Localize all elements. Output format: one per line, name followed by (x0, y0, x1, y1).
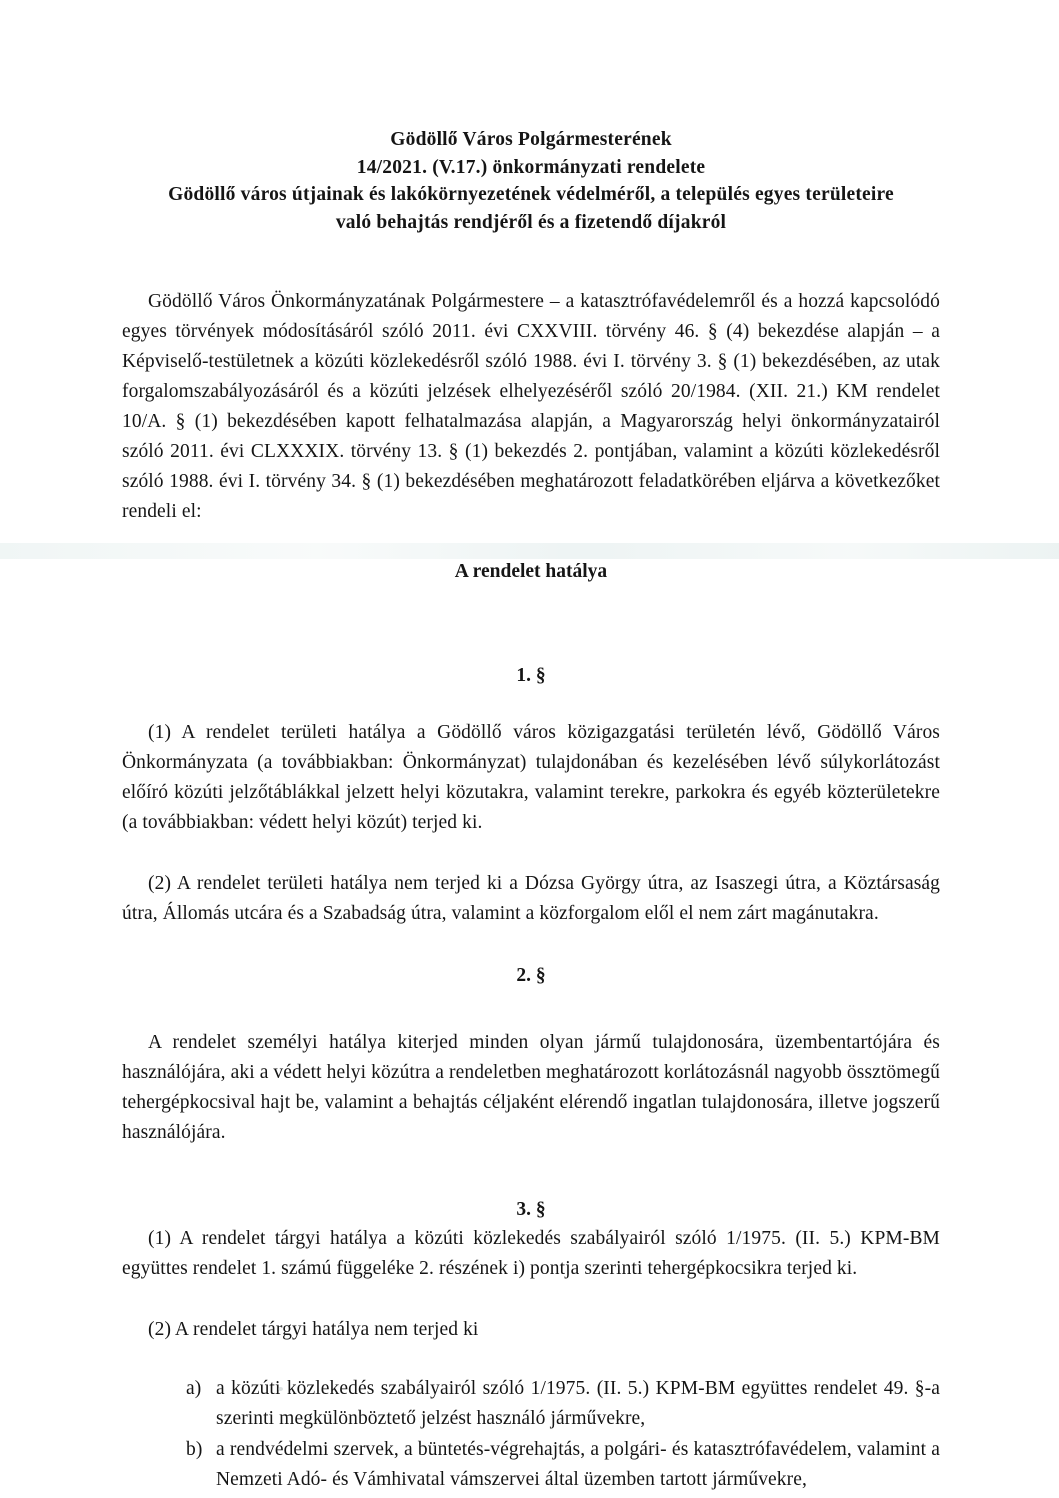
scan-artifact-band (0, 543, 1059, 559)
section-3-paragraph-1: (1) A rendelet tárgyi hatálya a közúti közlekedés szabályairól szóló 1/1975. (II. 5.) KPM-BM együttes rendelet 1. számú függeléke 2. részének i) pontja szerinti tehergépkocsikra terjed ki. (122, 1228, 940, 1279)
section-1-heading: 1. § (516, 665, 546, 686)
preamble-paragraph: Gödöllő Város Önkormányzatának Polgármestere – a katasztrófavédelemről és a hozzá kapcsolódó egyes törvények módosításáról szóló 2011. évi CXXVIII. törvény 46. § (4) bekezdése alapján – a Képviselő-testületnek a közúti közlekedésről szóló 1988. évi I. törvény 3. § (1) bekezdésében, az utak forgalomszabályozásáról és a közúti jelzések elhelyezéséről szóló 20/1984. (XII. 21.) KM rendelet 10/A. § (1) bekezdésében kapott felhatalmazása alapján, a Magyarország helyi önkormányzatairól szóló 2011. évi CLXXXIX. törvény 13. § (1) bekezdés 2. pontjában, valamint a közúti közlekedésről szóló 1988. évi I. törvény 34. § (1) bekezdésében meghatározott feladatkörében eljárva a következőket rendeli el: (122, 291, 940, 522)
title-line-subject-1: Gödöllő város útjainak és lakókörnyezetének védelméről, a település egyes területeire (168, 184, 894, 205)
title-line-issuer: Gödöllő Város Polgármesterének (390, 129, 672, 150)
title-line-subject-2: való behajtás rendjéről és a fizetendő díjakról (335, 211, 727, 233)
chapter-heading: A rendelet hatálya (454, 561, 608, 582)
section-3-paragraph-2: (2) A rendelet tárgyi hatálya nem terjed ki (148, 1319, 479, 1340)
section-3-heading: 3. § (516, 1199, 546, 1220)
section-3-exception-list (122, 1374, 940, 1495)
title-line-decree-number: 14/2021. (V.17.) önkormányzati rendelete (356, 156, 706, 178)
list-item-marker: a) (186, 1378, 202, 1399)
section-1-paragraph-2: (2) A rendelet területi hatálya nem terjed ki a Dózsa György útra, az Isaszegi útra, a Köztársaság útra, Állomás utcára és a Szabadság útra, valamint a közforgalom elől el nem zárt magánutakra. (122, 873, 940, 924)
list-item-marker: b) (186, 1439, 203, 1460)
section-2-paragraph-1: A rendelet személyi hatálya kiterjed minden olyan jármű tulajdonosára, üzembentartójára és használójára, aki a védett helyi közútra a rendeletben meghatározott korlátozásnál nagyobb össztömegű tehergépkocsival hajt be, valamint a behajtás céljaként elérendő ingatlan tulajdonosára, illetve jogszerű használójára. (122, 1032, 940, 1143)
list-item-text: a közúti közlekedés szabályairól szóló 1/1975. (II. 5.) KPM-BM együttes rendelet 49. §-a szerinti megkülönböztető jelzést használó járművekre, (216, 1378, 940, 1429)
list-item (186, 1435, 940, 1495)
section-2-heading: 2. § (516, 965, 546, 986)
document-title (122, 126, 940, 236)
section-1-paragraph-1: (1) A rendelet területi hatálya a Gödöllő város közigazgatási területén lévő, Gödöllő Város Önkormányzata (a továbbiakban: Önkormányzat) tulajdonában és kezelésében lévő súlykorlátozást előíró közúti jelzőtáblákkal jelzett helyi közutakra, valamint terekre, parkokra és egyéb közterületekre (a továbbiakban: védett helyi közút) terjed ki. (122, 722, 940, 833)
list-item (186, 1374, 940, 1434)
list-item-text: a rendvédelmi szervek, a büntetés-végrehajtás, a polgári- és katasztrófavédelem, valamint a Nemzeti Adó- és Vámhivatal vámszervei által üzemben tartott járművekre, (216, 1439, 940, 1490)
